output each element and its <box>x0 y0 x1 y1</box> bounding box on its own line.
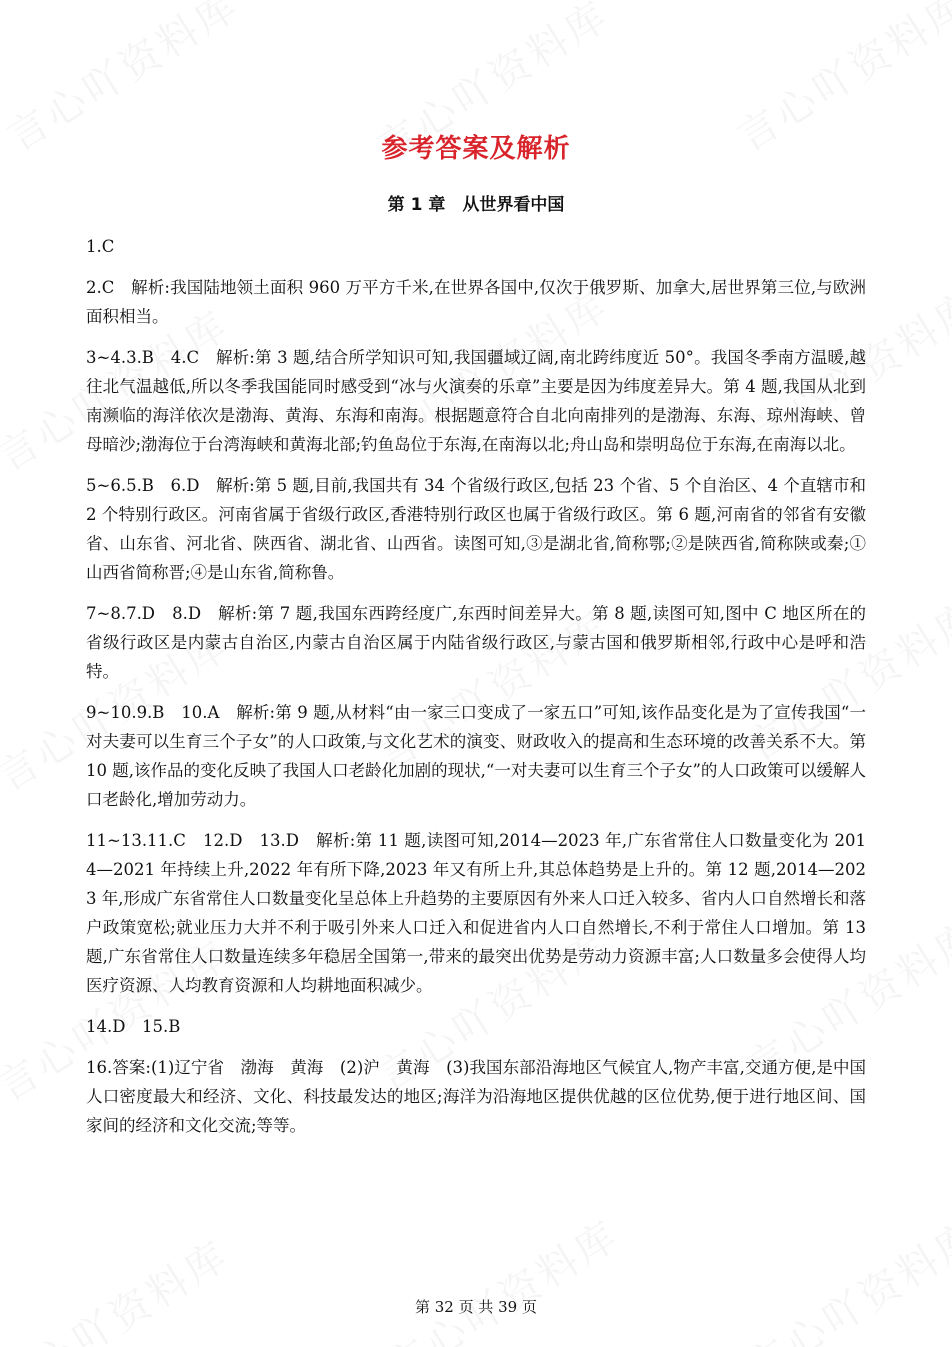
answer-item: 9~10.9.B 10.A 解析:第 9 题,从材料“由一家三口变成了一家五口”可知,该作品变化是为了宣传我国“一对夫妻可以生育三个子女”的人口政策,与文化艺术的演变、财政收入的提高和生态环境的改善关系不大。第 10 题,该作品的变化反映了我国人口老龄化加剧的现状,“一对夫妻可以生育三个子女”的人口政策可以缓解人口老龄化,增加劳动力。 <box>86 703 872 809</box>
answer-list <box>86 232 872 1152</box>
answer-item: 1.C <box>86 237 115 256</box>
watermark <box>375 1204 629 1347</box>
watermark <box>735 1204 952 1347</box>
page-title: 参考答案及解析 <box>381 134 571 164</box>
answer-item: 16.答案:(1)辽宁省 渤海 黄海 (2)沪 黄海 (3)我国东部沿海地区气候宜人,物产丰富,交通方便,是中国人口密度最大和经济、文化、科技最发达的地区;海洋为沿海地区提供优越的区位优势,便于进行地区间、国家间的经济和文化交流;等等。 <box>86 1058 866 1135</box>
answer-item: 3~4.3.B 4.C 解析:第 3 题,结合所学知识可知,我国疆域辽阔,南北跨纬度近 50°。我国冬季南方温暖,越往北气温越低,所以冬季我国能同时感受到“冰与火演奏的乐章”主要是因为纬度差异大。第 4 题,我国从北到南濒临的海洋依次是渤海、黄海、东海和南海。根据题意符合自北向南排列的是渤海、东海、琼州海峡、曾母暗沙;渤海位于台湾海峡和黄海北部;钓鱼岛位于东海,在南海以北;舟山岛和崇明岛位于东海,在南海以北。 <box>86 348 866 454</box>
answer-item: 7~8.7.D 8.D 解析:第 7 题,我国东西跨经度广,东西时间差异大。第 8 题,读图可知,图中 C 地区所在的省级行政区是内蒙古自治区,内蒙古自治区属于内陆省级行政区,与蒙古国和俄罗斯相邻,行政中心是呼和浩特。 <box>86 604 866 681</box>
answer-item: 5~6.5.B 6.D 解析:第 5 题,目前,我国共有 34 个省级行政区,包括 23 个省、5 个自治区、4 个直辖市和 2 个特别行政区。河南省属于省级行政区,香港特别行政区也属于省级行政区。第 6 题,河南省的邻省有安徽省、山东省、河北省、陕西省、湖北省、山西省。读图可知,③是湖北省,简称鄂;②是陕西省,简称陕或秦;①山西省简称晋;④是山东省,简称鲁。 <box>86 476 872 582</box>
watermark <box>0 1224 239 1347</box>
answer-item: 11~13.11.C 12.D 13.D 解析:第 11 题,读图可知,2014—2023 年,广东省常住人口数量变化为 2014—2021 年持续上升,2022 年有所下降,2023 年又有所上升,其总体趋势是上升的。第 12 题,2014—2023 年,形成广东省常住人口数量变化呈总体上升趋势的主要原因有外来人口迁入较多、省内人口自然增长和落户政策宽松;就业压力大并不利于吸引外来人口迁入和促进省内人口自然增长,不利于常住人口增加。第 13 题,广东省常住人口数量连续多年稳居全国第一,带来的最突出优势是劳动力资源丰富;人口数量多会使得人均医疗资源、人均教育资源和人均耕地面积减少。 <box>86 831 872 995</box>
chapter-title: 第 1 章 从世界看中国 <box>387 195 565 215</box>
answer-item: 14.D 15.B <box>86 1017 181 1036</box>
answer-item: 2.C 解析:我国陆地领土面积 960 万平方千米,在世界各国中,仅次于俄罗斯、加拿大,居世界第三位,与欧洲面积相当。 <box>86 278 866 326</box>
page-number-footer: 第 32 页 共 39 页 <box>414 1298 537 1316</box>
